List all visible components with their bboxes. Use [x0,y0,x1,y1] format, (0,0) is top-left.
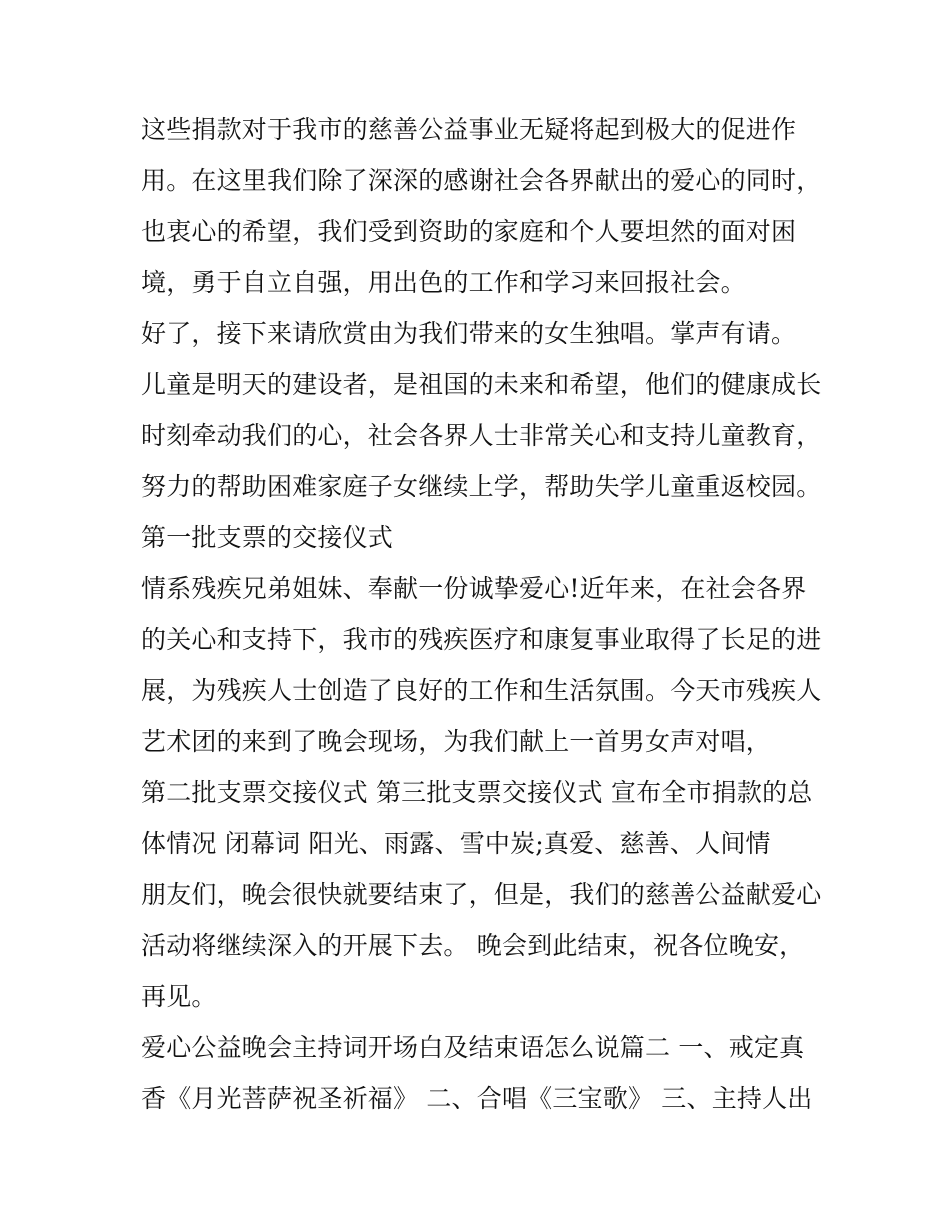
text-line: 境，勇于自立自强，用出色的工作和学习来回报社会。 [141,268,746,297]
text-line: 努力的帮助困难家庭子女继续上学，帮助失学儿童重返校园。 [141,472,822,501]
document-body [141,109,821,1129]
text-line: 用。在这里我们除了深深的感谢社会各界献出的爱心的同时， [141,166,822,195]
text-line: 展，为残疾人士创造了良好的工作和生活氛围。今天市残疾人 [141,676,822,705]
text-line: 儿童是明天的建设者，是祖国的未来和希望，他们的健康成长 [141,370,822,399]
text-line: 情系残疾兄弟姐妹、奉献一份诚挚爱心!近年来，在社会各界 [141,574,807,603]
text-line: 也衷心的希望，我们受到资助的家庭和个人要坦然的面对困 [141,217,797,246]
text-line: 爱心公益晚会主持词开场白及结束语怎么说篇二 一、戒定真 [141,1033,805,1062]
text-line: 好了，接下来请欣赏由为我们带来的女生独唱。掌声有请。 [141,319,797,348]
section-heading: 第一批支票的交接仪式 [141,523,394,552]
text-line: 时刻牵动我们的心，社会各界人士非常关心和支持儿童教育， [141,421,822,450]
text-line: 朋友们，晚会很快就要结束了，但是，我们的慈善公益献爱心 [141,880,822,909]
text-line: 体情况 闭幕词 阳光、雨露、雪中炭;真爱、慈善、人间情 [141,829,771,858]
text-line: 的关心和支持下，我市的残疾医疗和康复事业取得了长足的进 [141,625,822,654]
text-line: 香《月光菩萨祝圣祈福》 二、合唱《三宝歌》 三、主持人出 [141,1084,813,1113]
text-line: 再见。 [141,982,217,1011]
text-line: 第二批支票交接仪式 第三批支票交接仪式 宣布全市捐款的总 [141,778,813,807]
text-line: 活动将继续深入的开展下去。 晚会到此结束，祝各位晚安， [141,931,805,960]
text-line: 这些捐款对于我市的慈善公益事业无疑将起到极大的促进作 [141,115,797,144]
text-line: 艺术团的来到了晚会现场，为我们献上一首男女声对唱， [141,727,772,756]
